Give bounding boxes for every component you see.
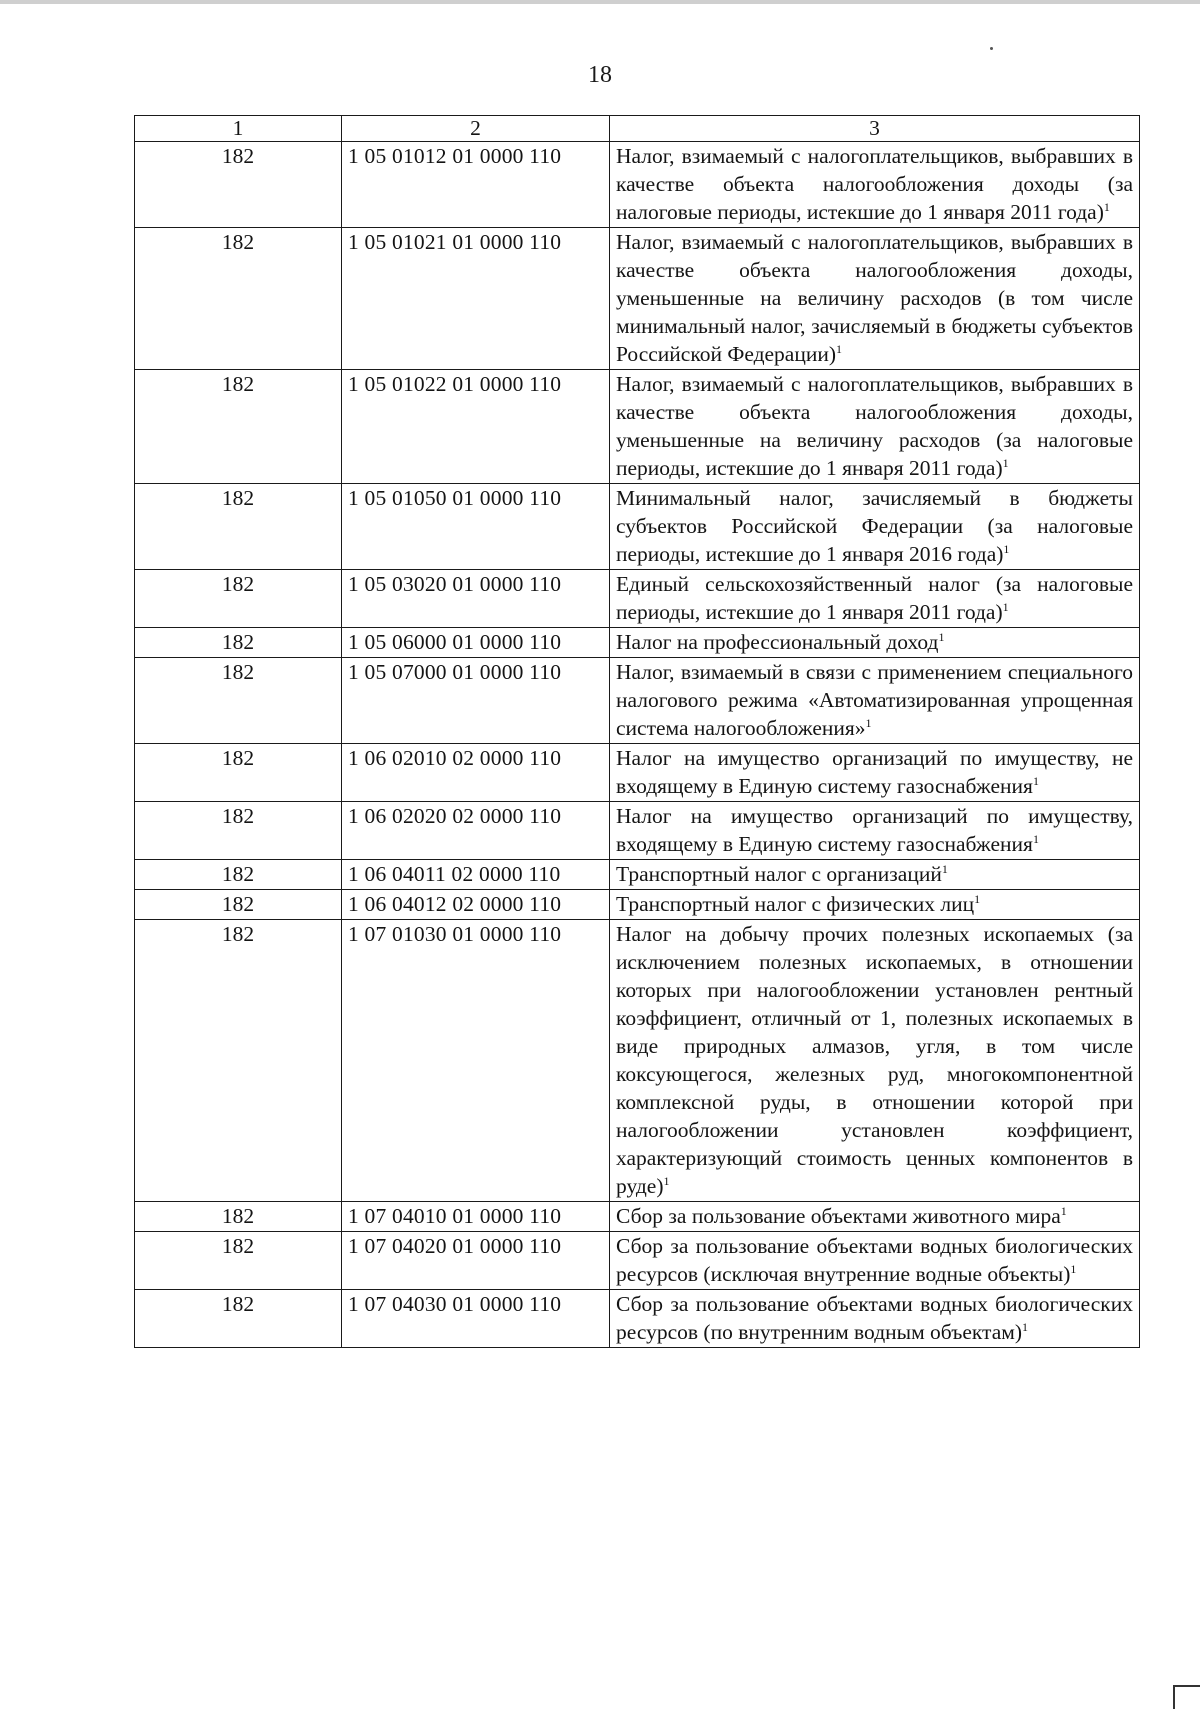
budget-code-cell: 1 05 07000 01 0000 110: [342, 658, 610, 744]
footnote-mark: 1: [836, 342, 843, 356]
description-cell: [610, 628, 1140, 658]
budget-code-cell: 1 07 04020 01 0000 110: [342, 1232, 610, 1290]
budget-code-table: [134, 115, 1140, 1348]
admin-code-cell: 182: [135, 228, 342, 370]
table-header-row: [135, 116, 1140, 142]
description-text: Налог на добычу прочих полезных ископаемых (за исключением полезных ископаемых, в отношении которых при налогообложении установлен рентный коэффициент, отличный от 1, полезных ископаемых в виде природных алмазов, угля, в том числе коксующегося, железных руд, многокомпонентной комплексной руды, в отношении которой при налогообложении установлен коэффициент, характеризующий стоимость ценных компонентов в руде): [616, 922, 1133, 1198]
admin-code-cell: 182: [135, 920, 342, 1202]
description-cell: [610, 228, 1140, 370]
column-header-2: 2: [342, 116, 610, 142]
budget-code-cell: 1 07 04030 01 0000 110: [342, 1290, 610, 1348]
admin-code-cell: 182: [135, 570, 342, 628]
footnote-mark: 1: [1060, 1204, 1067, 1218]
page-number: 18: [588, 62, 612, 88]
description-cell: [610, 860, 1140, 890]
description-cell: [610, 1202, 1140, 1232]
admin-code-cell: 182: [135, 484, 342, 570]
scan-corner-mark: [1173, 1685, 1200, 1709]
footnote-mark: 1: [1003, 542, 1010, 556]
description-cell: [610, 890, 1140, 920]
description-text: Сбор за пользование объектами водных биологических ресурсов (исключая внутренние водные объекты): [616, 1234, 1133, 1286]
scan-speck: [990, 47, 993, 50]
footnote-mark: 1: [1032, 832, 1039, 846]
description-text: Транспортный налог с физических лиц: [616, 892, 975, 916]
table-row: [135, 484, 1140, 570]
description-text: Сбор за пользование объектами водных биологических ресурсов (по внутренним водным объектам): [616, 1292, 1133, 1344]
table-row: [135, 658, 1140, 744]
admin-code-cell: 182: [135, 1232, 342, 1290]
description-text: Единый сельскохозяйственный налог (за налоговые периоды, истекшие до 1 января 2011 года): [616, 572, 1133, 624]
footnote-mark: 1: [865, 716, 872, 730]
admin-code-cell: 182: [135, 744, 342, 802]
footnote-mark: 1: [1032, 774, 1039, 788]
budget-code-cell: 1 05 01021 01 0000 110: [342, 228, 610, 370]
description-text: Налог на профессиональный доход: [616, 630, 939, 654]
description-text: Налог, взимаемый с налогоплательщиков, выбравших в качестве объекта налогообложения доходы (за налоговые периоды, истекшие до 1 января 2011 года): [616, 144, 1133, 224]
footnote-mark: 1: [938, 630, 945, 644]
description-cell: [610, 484, 1140, 570]
budget-code-cell: 1 06 04012 02 0000 110: [342, 890, 610, 920]
scan-top-edge: [0, 0, 1200, 4]
description-cell: [610, 570, 1140, 628]
admin-code-cell: 182: [135, 370, 342, 484]
table-row: [135, 370, 1140, 484]
admin-code-cell: 182: [135, 1202, 342, 1232]
table-row: [135, 1232, 1140, 1290]
budget-code-cell: 1 05 03020 01 0000 110: [342, 570, 610, 628]
footnote-mark: 1: [1022, 1320, 1029, 1334]
footnote-mark: 1: [1002, 600, 1009, 614]
footnote-mark: 1: [974, 892, 981, 906]
description-cell: [610, 658, 1140, 744]
table-row: [135, 1290, 1140, 1348]
budget-code-cell: 1 05 01012 01 0000 110: [342, 142, 610, 228]
column-header-1: 1: [135, 116, 342, 142]
budget-code-cell: 1 05 06000 01 0000 110: [342, 628, 610, 658]
description-cell: [610, 802, 1140, 860]
admin-code-cell: 182: [135, 142, 342, 228]
description-cell: [610, 1232, 1140, 1290]
description-cell: [610, 1290, 1140, 1348]
budget-code-cell: 1 05 01050 01 0000 110: [342, 484, 610, 570]
description-text: Налог, взимаемый с налогоплательщиков, выбравших в качестве объекта налогообложения доходы, уменьшенные на величину расходов (в том числе минимальный налог, зачисляемый в бюджеты субъектов Российской Федерации): [616, 230, 1133, 366]
table-row: [135, 142, 1140, 228]
table-row: [135, 228, 1140, 370]
column-header-3: 3: [610, 116, 1140, 142]
description-text: Налог на имущество организаций по имуществу, входящему в Единую систему газоснабжения: [616, 804, 1133, 856]
budget-code-cell: 1 07 01030 01 0000 110: [342, 920, 610, 1202]
budget-code-cell: 1 06 04011 02 0000 110: [342, 860, 610, 890]
description-cell: [610, 744, 1140, 802]
admin-code-cell: 182: [135, 860, 342, 890]
budget-code-cell: 1 06 02010 02 0000 110: [342, 744, 610, 802]
table-row: [135, 570, 1140, 628]
budget-code-cell: 1 05 01022 01 0000 110: [342, 370, 610, 484]
admin-code-cell: 182: [135, 1290, 342, 1348]
description-cell: [610, 920, 1140, 1202]
admin-code-cell: 182: [135, 658, 342, 744]
description-cell: [610, 370, 1140, 484]
admin-code-cell: 182: [135, 802, 342, 860]
footnote-mark: 1: [1070, 1262, 1077, 1276]
table-row: [135, 1202, 1140, 1232]
table-row: [135, 890, 1140, 920]
footnote-mark: 1: [1103, 200, 1110, 214]
description-text: Налог на имущество организаций по имуществу, не входящему в Единую систему газоснабжения: [616, 746, 1133, 798]
budget-code-cell: 1 06 02020 02 0000 110: [342, 802, 610, 860]
admin-code-cell: 182: [135, 890, 342, 920]
budget-code-cell: 1 07 04010 01 0000 110: [342, 1202, 610, 1232]
description-text: Минимальный налог, зачисляемый в бюджеты субъектов Российской Федерации (за налоговые периоды, истекшие до 1 января 2016 года): [616, 486, 1133, 566]
description-text: Налог, взимаемый в связи с применением специального налогового режима «Автоматизированная упрощенная система налогообложения»: [616, 660, 1133, 740]
description-text: Сбор за пользование объектами животного мира: [616, 1204, 1061, 1228]
footnote-mark: 1: [941, 862, 948, 876]
footnote-mark: 1: [663, 1174, 670, 1188]
admin-code-cell: 182: [135, 628, 342, 658]
description-text: Налог, взимаемый с налогоплательщиков, выбравших в качестве объекта налогообложения доходы, уменьшенные на величину расходов (за налоговые периоды, истекшие до 1 января 2011 года): [616, 372, 1133, 480]
description-text: Транспортный налог с организаций: [616, 862, 942, 886]
table-row: [135, 860, 1140, 890]
table-row: [135, 628, 1140, 658]
table-row: [135, 920, 1140, 1202]
table-row: [135, 802, 1140, 860]
table-row: [135, 744, 1140, 802]
footnote-mark: 1: [1002, 456, 1009, 470]
description-cell: [610, 142, 1140, 228]
